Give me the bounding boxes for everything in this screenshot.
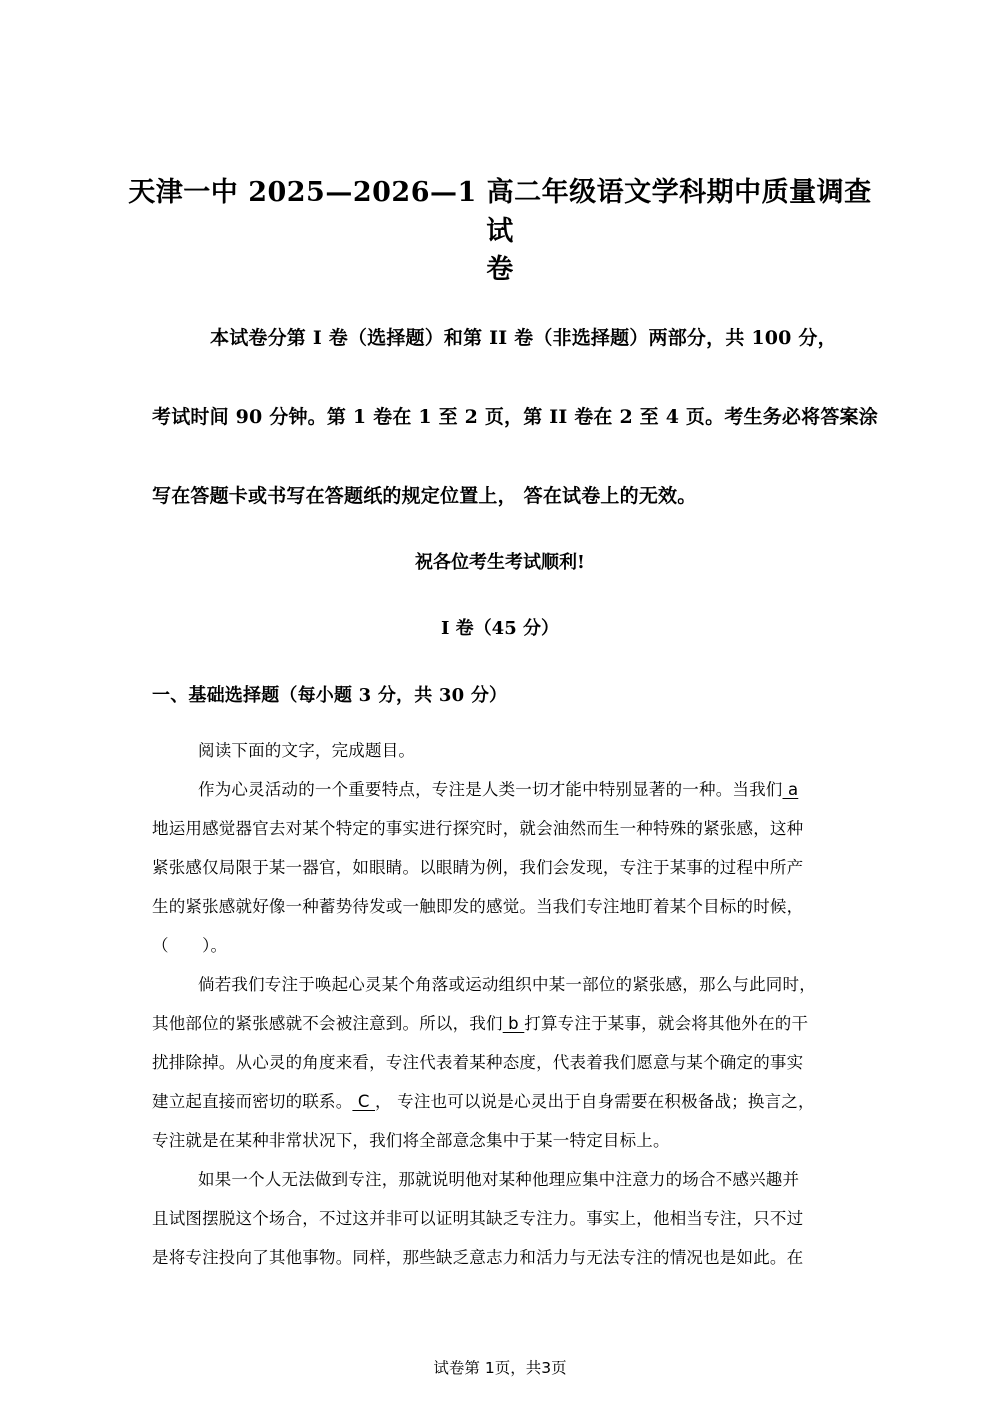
blank-c: C [352,1092,376,1111]
passage-p2-line-2 [152,1010,808,1034]
passage-p2-line-3: 扰排除掉。从心灵的角度来看，专注代表着某种态度，代表着我们愿意与某个确定的事实 [152,1053,804,1072]
passage-p2-line-5: 专注就是在某种非常状况下，我们将全部意念集中于某一特定目标上。 [152,1131,670,1150]
intro-line-2: 考试时间 90 分钟。第 1 卷在 1 至 2 页，第 II 卷在 2 至 4 页。考生务必将答案涂 [152,406,878,428]
passage-p3-line-1: 如果一个人无法做到专注，那就说明他对某种他理应集中注意力的场合不感兴趣并 [198,1170,800,1189]
exam-title-line-1: 天津一中 2025—2026—1 高二年级语文学科期中质量调查试 [128,177,872,247]
passage-p1-line-2: 地运用感觉器官去对某个特定的事实进行探究时，就会油然而生一种特殊的紧张感，这种 [152,819,804,838]
passage-p2-line-4 [152,1088,815,1112]
wish-text: 祝各位考生考试顺利! [415,552,585,573]
blank-a: a [782,780,799,799]
blank-b: b [502,1014,525,1033]
passage-p1-line-1 [198,776,798,800]
page-footer: 试卷第 1页，共3页 [433,1359,567,1377]
part-1-heading: I 卷（45 分） [440,618,559,639]
passage-p3-line-3: 是将专注投向了其他事物。同样，那些缺乏意志力和活力与无法专注的情况也是如此。在 [152,1248,804,1267]
passage-p2-line-4-pre: 建立起直接而密切的联系。 [152,1092,353,1111]
passage-p2-line-1: 倘若我们专注于唤起心灵某个角落或运动组织中某一部位的紧张感，那么与此同时， [198,975,816,994]
passage-p1-line-1-text: 作为心灵活动的一个重要特点，专注是人类一切才能中特别显著的一种。当我们 [198,780,783,799]
passage-p3-line-2: 且试图摆脱这个场合，不过这并非可以证明其缺乏专注力。事实上，他相当专注，只不过 [152,1209,804,1228]
passage-instruction: 阅读下面的文字，完成题目。 [198,741,416,760]
section-1-heading: 一、基础选择题（每小题 3 分，共 30 分） [152,685,508,706]
intro-line-1: 本试卷分第 I 卷（选择题）和第 II 卷（非选择题）两部分，共 100 分， [210,327,837,349]
intro-line-3: 写在答题卡或书写在答题纸的规定位置上， 答在试卷上的无效。 [152,485,697,507]
passage-p2-line-2-pre: 其他部位的紧张感就不会被注意到。所以，我们 [152,1014,503,1033]
passage-p1-line-4: 生的紧张感就好像一种蓄势待发或一触即发的感觉。当我们专注地盯着某个目标的时候， [152,897,804,916]
passage-p2-line-2-post: 打算专注于某事，就会将其他外在的干 [524,1014,809,1033]
exam-title-line-2: 卷 [486,254,514,285]
passage-p1-line-3: 紧张感仅局限于某一器官，如眼睛。以眼睛为例，我们会发现，专注于某事的过程中所产 [152,858,804,877]
passage-p2-line-4-post: ， 专注也可以说是心灵出于自身需要在积极备战；换言之， [375,1092,815,1111]
passage-p1-line-5: （ ）。 [152,936,228,955]
